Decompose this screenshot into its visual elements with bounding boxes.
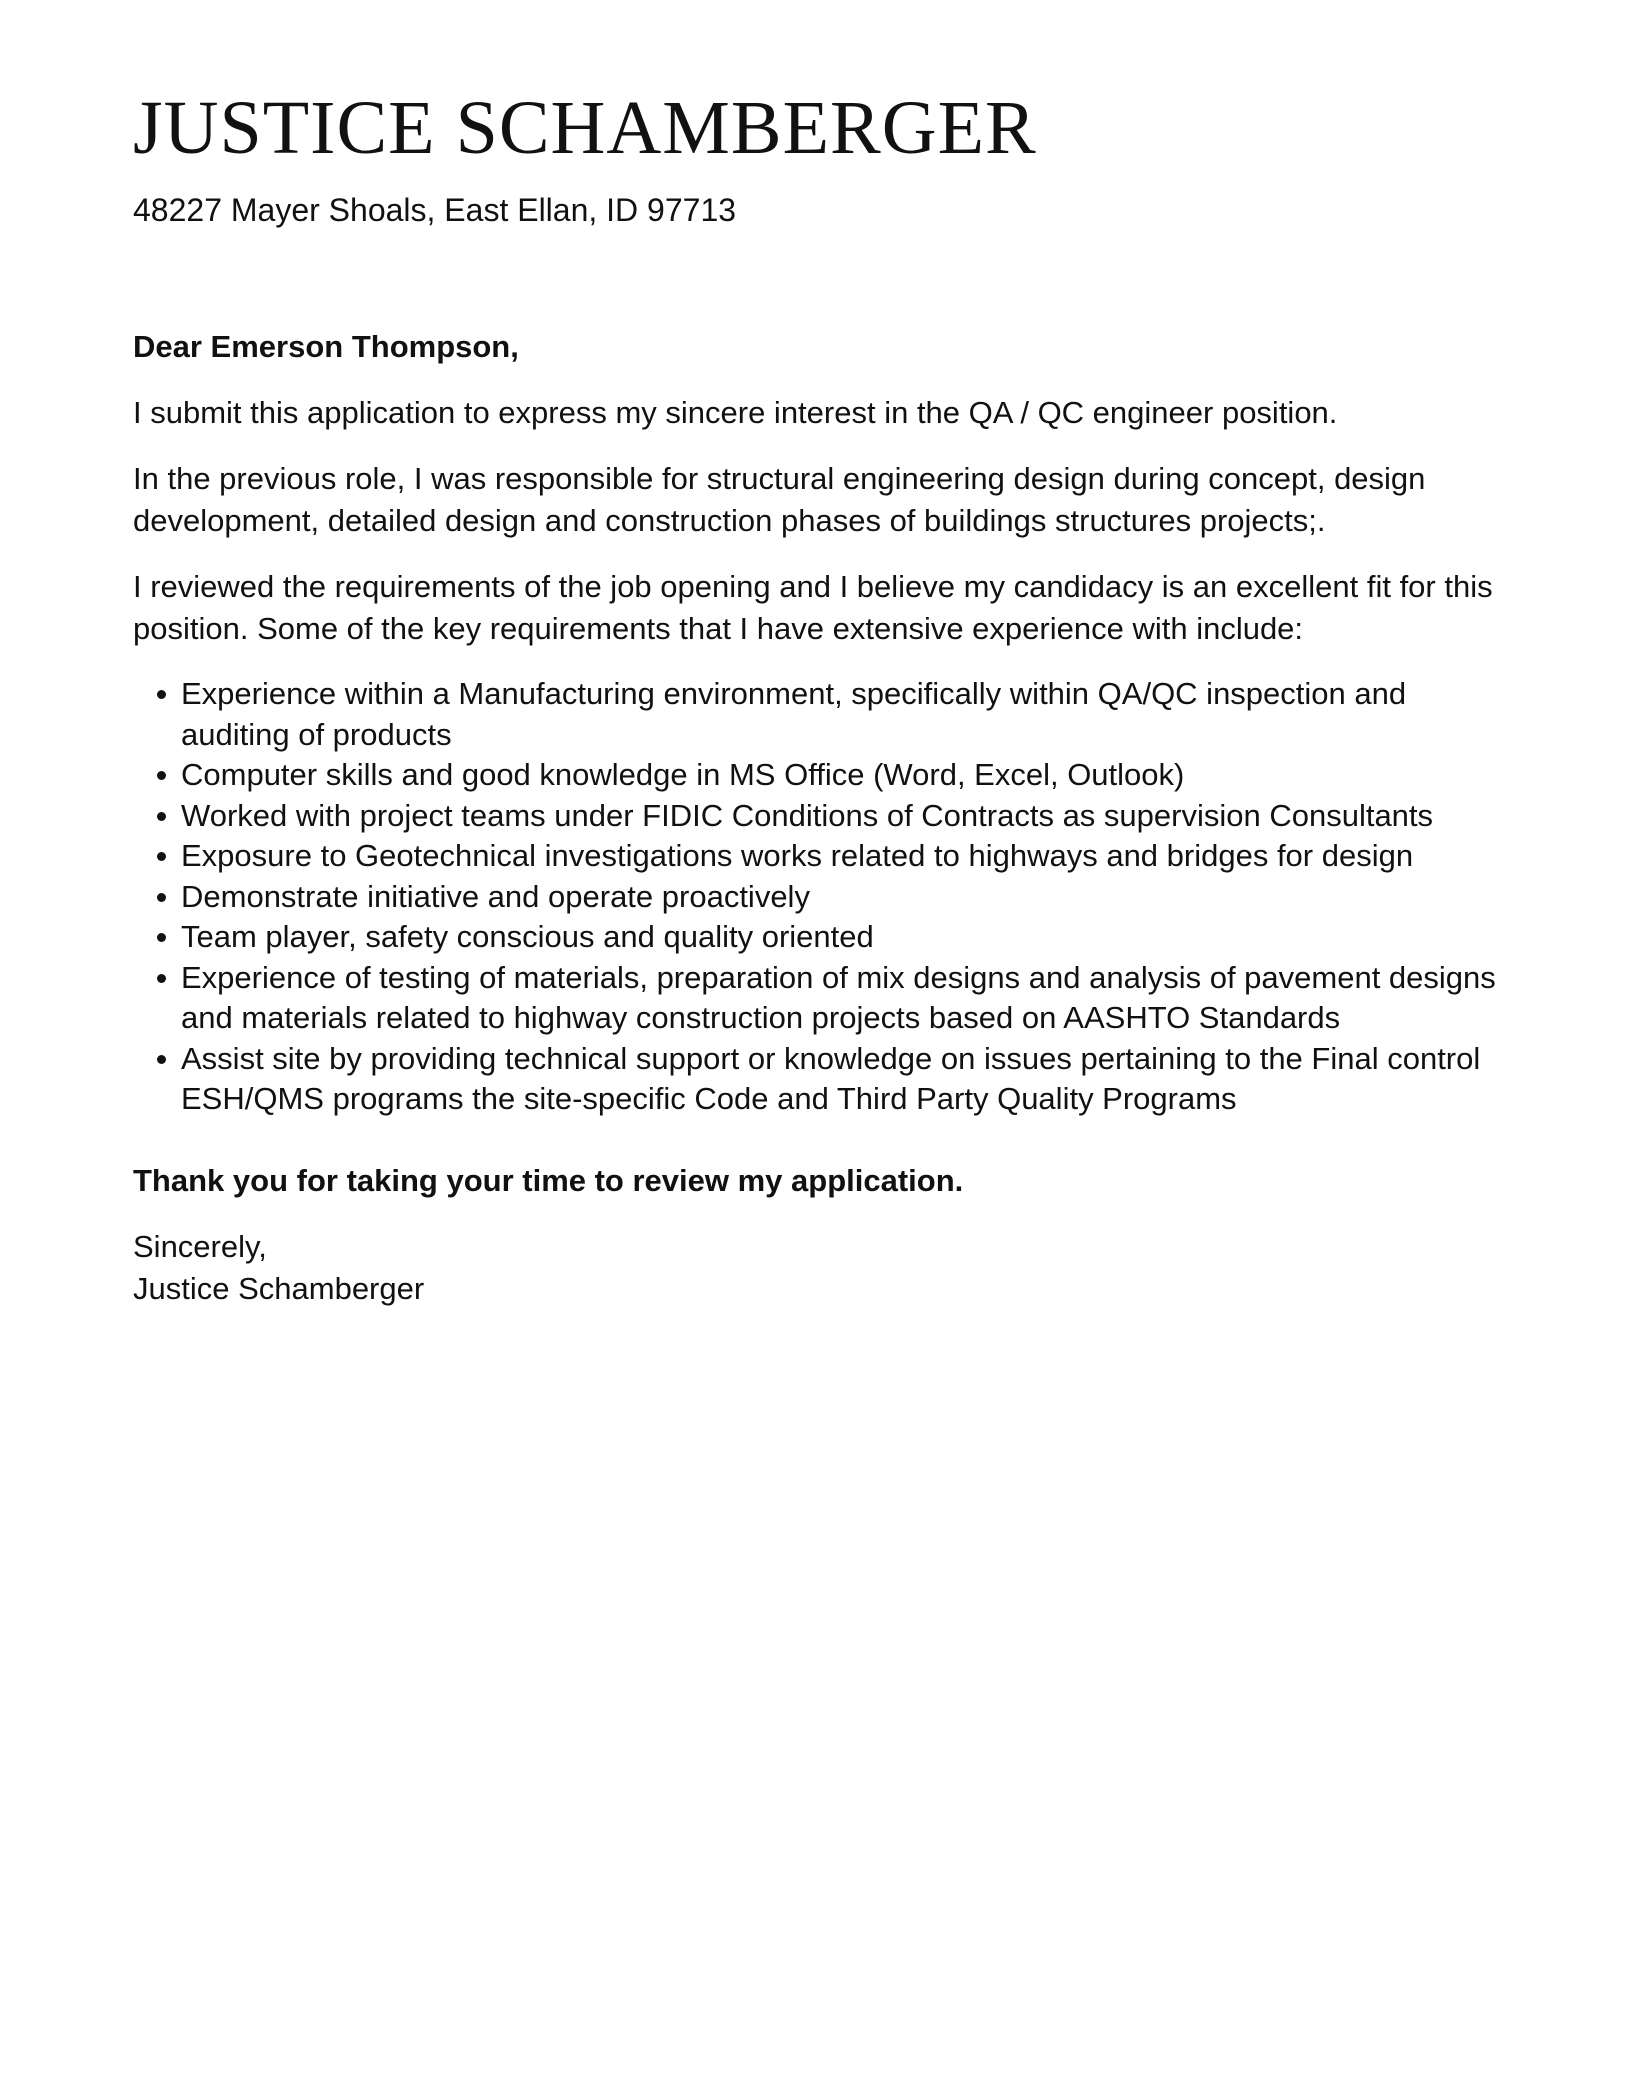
- list-item: Team player, safety conscious and quality oriented: [133, 917, 1513, 958]
- applicant-name: JUSTICE SCHAMBERGER: [133, 86, 1037, 170]
- cover-letter-page: [133, 80, 1513, 1310]
- list-item: Worked with project teams under FIDIC Conditions of Contracts as supervision Consultants: [133, 796, 1513, 837]
- list-item: Experience of testing of materials, preparation of mix designs and analysis of pavement designs and materials related to highway construction projects based on AASHTO Standards: [133, 958, 1513, 1039]
- experience-list: [133, 674, 1513, 1120]
- requirements-paragraph: I reviewed the requirements of the job opening and I believe my candidacy is an excellent fit for this position. Some of the key requirements that I have extensive experience with include:: [133, 569, 1493, 646]
- list-item: Experience within a Manufacturing environment, specifically within QA/QC inspection and auditing of products: [133, 674, 1513, 755]
- signature-name: Justice Schamberger: [133, 1270, 425, 1306]
- applicant-address: 48227 Mayer Shoals, East Ellan, ID 97713: [133, 192, 737, 228]
- list-item: Computer skills and good knowledge in MS Office (Word, Excel, Outlook): [133, 755, 1513, 796]
- previous-role-paragraph: In the previous role, I was responsible for structural engineering design during concept, design development, detailed design and construction phases of buildings structures projects;.: [133, 461, 1426, 538]
- signoff: Sincerely,: [133, 1228, 267, 1264]
- salutation: Dear Emerson Thompson,: [133, 329, 519, 364]
- list-item: Exposure to Geotechnical investigations works related to highways and bridges for design: [133, 836, 1513, 877]
- intro-paragraph: I submit this application to express my sincere interest in the QA / QC engineer position.: [133, 395, 1338, 430]
- list-item: Demonstrate initiative and operate proactively: [133, 877, 1513, 918]
- closing-line: Thank you for taking your time to review my application.: [133, 1162, 964, 1198]
- list-item: Assist site by providing technical support or knowledge on issues pertaining to the Final control ESH/QMS programs the site-specific Code and Third Party Quality Programs: [133, 1039, 1513, 1120]
- letter-body: [133, 326, 1513, 1310]
